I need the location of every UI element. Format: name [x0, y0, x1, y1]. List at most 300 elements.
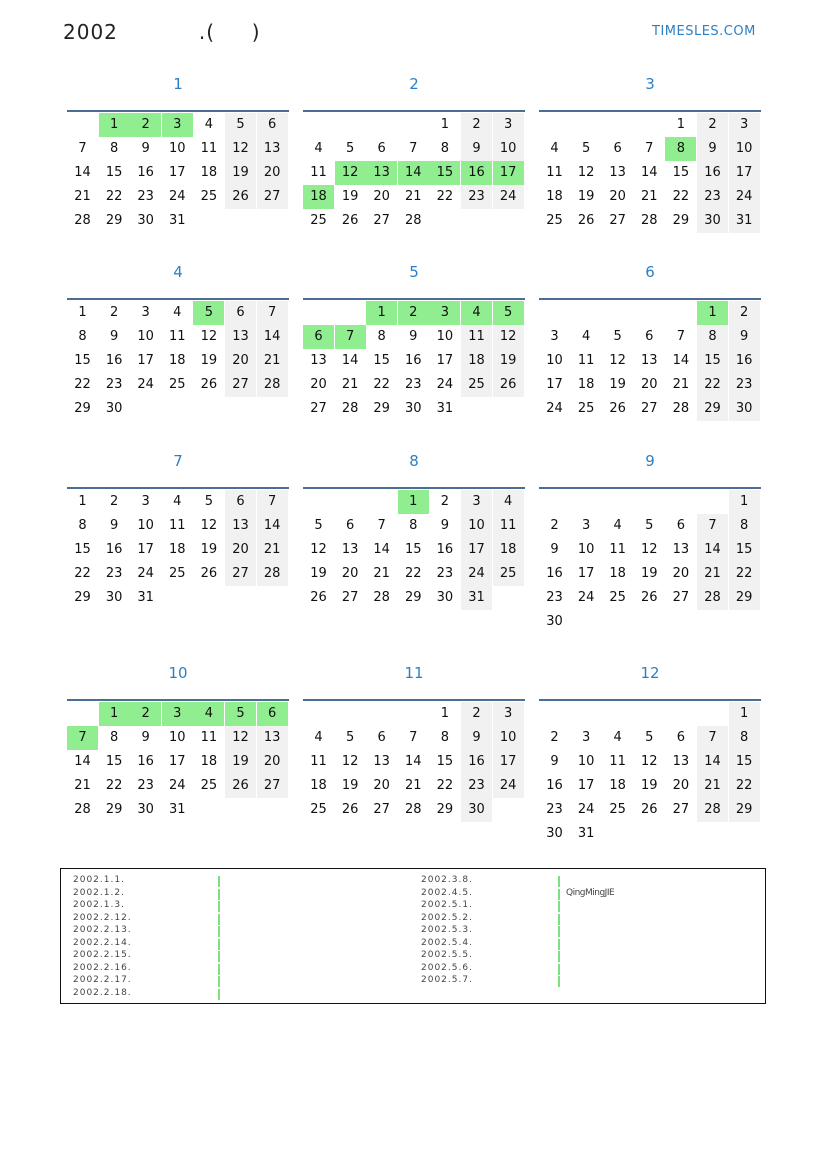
day-cell: 27 — [341, 590, 359, 605]
day-cell: 2 — [550, 730, 559, 745]
month-rule — [67, 699, 289, 701]
day-cell: 19 — [341, 778, 359, 793]
day-cell: 1 — [676, 117, 686, 132]
note-marker — [558, 964, 560, 975]
day-cell: 8 — [729, 726, 760, 750]
day-cell: 13 — [310, 353, 327, 368]
day-cell: 3 — [581, 730, 591, 745]
day-cell: 29 — [74, 590, 91, 605]
day-cell: 18 — [169, 353, 186, 368]
note-date: 2002.2.12. — [73, 912, 132, 923]
day-cell: 20 — [672, 566, 690, 581]
day-cell: 7 — [676, 329, 686, 344]
day-cell: 8 — [440, 730, 450, 745]
day-cell: 4 — [493, 490, 524, 514]
day-cell: 28 — [697, 798, 728, 822]
note-marker — [218, 964, 220, 975]
month-name: 12 — [640, 664, 660, 682]
day-cell: 5 — [204, 494, 214, 509]
day-cell: 22 — [729, 774, 760, 798]
day-cell: 3 — [141, 494, 150, 509]
day-cell: 5 — [581, 141, 591, 156]
month-rule — [539, 298, 761, 300]
day-cell: 30 — [697, 209, 728, 233]
month-name: 9 — [645, 452, 655, 470]
day-cell: 11 — [546, 165, 563, 180]
note-marker — [558, 926, 560, 937]
day-cell: 13 — [341, 542, 359, 557]
day-cell: 7 — [257, 301, 288, 325]
day-cell: 16 — [729, 349, 760, 373]
day-cell: 27 — [257, 774, 288, 798]
day-cell: 25 — [493, 562, 524, 586]
note-date: 2002.2.14. — [73, 937, 132, 948]
day-cell: 23 — [137, 778, 154, 793]
day-cell: 12 — [641, 754, 658, 769]
day-cell: 16 — [405, 353, 422, 368]
day-cell: 21 — [257, 349, 288, 373]
day-cell: 14 — [697, 538, 728, 562]
day-cell: 13 — [225, 325, 256, 349]
day-cell: 11 — [609, 754, 626, 769]
day-cell: 20 — [257, 161, 288, 185]
day-cell: 5 — [225, 113, 256, 137]
day-cell: 21 — [74, 189, 91, 204]
day-cell: 2 — [729, 301, 760, 325]
day-cell: 24 — [436, 377, 454, 392]
day-cell: 24 — [546, 401, 563, 416]
day-cell: 25 — [200, 189, 218, 204]
day-cell: 9 — [550, 754, 559, 769]
month-rule — [303, 110, 525, 112]
day-cell: 2 — [550, 518, 559, 533]
day-cell: 31 — [169, 802, 186, 817]
day-cell: 10 — [169, 730, 186, 745]
day-cell: 25 — [609, 590, 626, 605]
day-cell: 12 — [493, 325, 524, 349]
day-cell: 3 — [581, 518, 591, 533]
day-cell: 13 — [672, 754, 690, 769]
day-cell: 22 — [373, 377, 390, 392]
day-cell: 22 — [74, 566, 91, 581]
day-cell: 20 — [373, 189, 390, 204]
day-cell: 14 — [341, 353, 359, 368]
day-cell: 30 — [105, 401, 123, 416]
note-marker — [558, 976, 560, 987]
day-cell: 8 — [377, 329, 386, 344]
month-rule — [67, 298, 289, 300]
month-name: 6 — [645, 263, 655, 281]
day-cell: 29 — [105, 802, 123, 817]
day-cell: 12 — [225, 726, 256, 750]
day-cell: 8 — [665, 137, 696, 161]
note-marker — [218, 976, 220, 987]
day-cell: 27 — [373, 213, 390, 228]
day-cell: 28 — [672, 401, 690, 416]
day-cell: 24 — [169, 778, 186, 793]
day-cell: 7 — [377, 518, 386, 533]
day-cell: 5 — [314, 518, 323, 533]
day-cell: 22 — [672, 189, 690, 204]
day-cell: 19 — [577, 189, 595, 204]
day-cell: 13 — [225, 514, 256, 538]
day-cell: 30 — [436, 590, 454, 605]
day-cell: 30 — [137, 802, 154, 817]
day-cell: 19 — [493, 349, 524, 373]
day-cell: 26 — [225, 774, 256, 798]
day-cell: 19 — [641, 778, 658, 793]
day-cell: 22 — [436, 778, 454, 793]
day-cell: 10 — [436, 329, 454, 344]
day-cell: 7 — [697, 514, 728, 538]
day-cell: 9 — [109, 518, 119, 533]
day-cell: 29 — [405, 590, 422, 605]
day-cell: 2 — [130, 702, 161, 726]
day-cell: 15 — [729, 538, 760, 562]
note-date: 2002.1.3. — [73, 900, 125, 910]
day-cell: 24 — [137, 566, 154, 581]
day-cell: 17 — [577, 778, 595, 793]
day-cell: 13 — [672, 542, 690, 557]
day-cell: 20 — [225, 349, 256, 373]
month-name: 5 — [409, 263, 419, 281]
day-cell: 23 — [697, 185, 728, 209]
day-cell: 9 — [550, 542, 559, 557]
day-cell: 15 — [429, 161, 460, 185]
note-marker — [218, 876, 220, 887]
day-cell: 12 — [200, 518, 218, 533]
month-rule — [539, 487, 761, 489]
day-cell: 25 — [461, 373, 492, 397]
month-name: 2 — [409, 75, 419, 93]
day-cell: 22 — [729, 562, 760, 586]
day-cell: 1 — [729, 490, 760, 514]
day-cell: 3 — [493, 113, 524, 137]
day-cell: 6 — [377, 141, 386, 156]
day-cell: 23 — [436, 566, 454, 581]
day-cell: 24 — [577, 802, 595, 817]
day-cell: 25 — [609, 802, 626, 817]
day-cell: 27 — [225, 373, 256, 397]
page-title: 2002 .( ) — [63, 20, 261, 44]
day-cell: 23 — [461, 185, 492, 209]
day-cell: 14 — [74, 165, 91, 180]
day-cell: 4 — [461, 301, 492, 325]
day-cell: 18 — [169, 542, 186, 557]
day-cell: 27 — [641, 401, 658, 416]
day-cell: 21 — [373, 566, 390, 581]
note-marker — [218, 914, 220, 925]
day-cell: 22 — [697, 373, 728, 397]
day-cell: 14 — [641, 165, 658, 180]
day-cell: 19 — [609, 377, 626, 392]
day-cell: 23 — [405, 377, 422, 392]
day-cell: 6 — [225, 301, 256, 325]
day-cell: 5 — [345, 141, 355, 156]
day-cell: 31 — [729, 209, 760, 233]
day-cell: 17 — [137, 542, 154, 557]
day-cell: 14 — [257, 514, 288, 538]
day-cell: 31 — [169, 213, 186, 228]
day-cell: 18 — [609, 778, 626, 793]
day-cell: 13 — [609, 165, 626, 180]
note-date: 2002.5.2. — [421, 912, 473, 923]
day-cell: 9 — [141, 141, 150, 156]
note-marker — [558, 876, 560, 887]
day-cell: 8 — [729, 514, 760, 538]
day-cell: 26 — [200, 377, 218, 392]
day-cell: 25 — [310, 802, 327, 817]
day-cell: 8 — [440, 141, 450, 156]
day-cell: 9 — [461, 137, 492, 161]
day-cell: 25 — [169, 377, 186, 392]
day-cell: 16 — [105, 542, 123, 557]
day-cell: 5 — [645, 518, 654, 533]
day-cell: 15 — [74, 353, 91, 368]
day-cell: 27 — [672, 590, 690, 605]
day-cell: 28 — [373, 590, 390, 605]
day-cell: 3 — [461, 490, 492, 514]
note-date: 2002.5.5. — [421, 950, 473, 960]
day-cell: 3 — [429, 301, 460, 325]
day-cell: 28 — [697, 586, 728, 610]
note-date: 2002.1.2. — [73, 887, 125, 898]
day-cell: 28 — [405, 802, 422, 817]
day-cell: 4 — [193, 702, 224, 726]
day-cell: 26 — [641, 590, 658, 605]
day-cell: 30 — [137, 213, 154, 228]
day-cell: 10 — [169, 141, 186, 156]
day-cell: 19 — [310, 566, 327, 581]
day-cell: 8 — [409, 518, 418, 533]
note-date: 2002.2.16. — [73, 962, 132, 973]
day-cell: 11 — [310, 754, 327, 769]
day-cell: 18 — [493, 538, 524, 562]
day-cell: 20 — [225, 538, 256, 562]
day-cell: 30 — [405, 401, 422, 416]
day-cell: 16 — [697, 161, 728, 185]
day-cell: 15 — [373, 353, 390, 368]
day-cell: 21 — [641, 189, 658, 204]
day-cell: 3 — [141, 305, 150, 320]
day-cell: 10 — [546, 353, 563, 368]
note-marker — [558, 889, 560, 900]
day-cell: 10 — [577, 542, 595, 557]
day-cell: 28 — [405, 213, 422, 228]
day-cell: 15 — [74, 542, 91, 557]
note-date: 2002.2.17. — [73, 975, 132, 985]
day-cell: 6 — [257, 702, 288, 726]
note-date: 2002.2.18. — [73, 987, 132, 998]
day-cell: 17 — [461, 538, 492, 562]
day-cell: 20 — [672, 778, 690, 793]
day-cell: 14 — [672, 353, 690, 368]
day-cell: 5 — [193, 301, 224, 325]
day-cell: 1 — [78, 305, 87, 320]
day-cell: 4 — [204, 117, 214, 132]
day-cell: 9 — [729, 325, 760, 349]
day-cell: 9 — [461, 726, 492, 750]
day-cell: 4 — [581, 329, 591, 344]
note-marker — [218, 951, 220, 962]
day-cell: 17 — [493, 161, 524, 185]
day-cell: 31 — [461, 586, 492, 610]
day-cell: 26 — [200, 566, 218, 581]
day-cell: 20 — [341, 566, 359, 581]
note-marker — [218, 939, 220, 950]
note-marker — [218, 926, 220, 937]
day-cell: 17 — [137, 353, 154, 368]
note-marker — [218, 901, 220, 912]
day-cell: 24 — [137, 377, 154, 392]
day-cell: 18 — [200, 165, 218, 180]
note-date: 2002.5.3. — [421, 925, 473, 935]
day-cell: 11 — [577, 353, 595, 368]
day-cell: 17 — [577, 566, 595, 581]
day-cell: 1 — [440, 117, 450, 132]
day-cell: 28 — [74, 213, 91, 228]
day-cell: 9 — [440, 518, 450, 533]
day-cell: 27 — [257, 185, 288, 209]
note-name: QingMingJIE — [566, 887, 615, 898]
day-cell: 26 — [641, 802, 658, 817]
note-date: 2002.5.7. — [421, 975, 473, 985]
day-cell: 5 — [345, 730, 355, 745]
day-cell: 12 — [225, 137, 256, 161]
day-cell: 6 — [257, 113, 288, 137]
day-cell: 8 — [109, 730, 119, 745]
day-cell: 30 — [546, 826, 563, 841]
month-name: 1 — [173, 75, 183, 93]
day-cell: 21 — [74, 778, 91, 793]
day-cell: 18 — [546, 189, 563, 204]
month-name: 11 — [404, 664, 424, 682]
note-date: 2002.3.8. — [421, 875, 473, 885]
day-cell: 27 — [310, 401, 327, 416]
day-cell: 28 — [74, 802, 91, 817]
day-cell: 14 — [74, 754, 91, 769]
day-cell: 10 — [137, 329, 154, 344]
day-cell: 12 — [310, 542, 327, 557]
day-cell: 17 — [436, 353, 454, 368]
day-cell: 3 — [162, 113, 193, 137]
day-cell: 14 — [257, 325, 288, 349]
day-cell: 7 — [645, 141, 654, 156]
day-cell: 16 — [137, 165, 154, 180]
day-cell: 7 — [335, 325, 366, 349]
day-cell: 19 — [641, 566, 658, 581]
day-cell: 7 — [697, 726, 728, 750]
month-rule — [303, 699, 525, 701]
note-marker — [558, 901, 560, 912]
day-cell: 9 — [109, 329, 119, 344]
day-cell: 10 — [137, 518, 154, 533]
day-cell: 29 — [729, 586, 760, 610]
day-cell: 11 — [609, 542, 626, 557]
day-cell: 18 — [310, 778, 327, 793]
month-rule — [539, 110, 761, 112]
note-marker — [558, 939, 560, 950]
day-cell: 28 — [641, 213, 658, 228]
day-cell: 11 — [461, 325, 492, 349]
day-cell: 28 — [257, 373, 288, 397]
day-cell: 9 — [141, 730, 150, 745]
day-cell: 17 — [729, 161, 760, 185]
day-cell: 2 — [697, 113, 728, 137]
day-cell: 11 — [200, 730, 218, 745]
day-cell: 25 — [169, 566, 186, 581]
day-cell: 18 — [609, 566, 626, 581]
day-cell: 25 — [577, 401, 595, 416]
day-cell: 10 — [461, 514, 492, 538]
day-cell: 14 — [373, 542, 390, 557]
day-cell: 8 — [78, 329, 87, 344]
day-cell: 12 — [577, 165, 595, 180]
day-cell: 29 — [436, 802, 454, 817]
day-cell: 15 — [697, 349, 728, 373]
day-cell: 29 — [729, 798, 760, 822]
day-cell: 2 — [398, 301, 429, 325]
day-cell: 6 — [225, 490, 256, 514]
day-cell: 3 — [493, 702, 524, 726]
day-cell: 26 — [493, 373, 524, 397]
day-cell: 13 — [366, 161, 397, 185]
day-cell: 31 — [137, 590, 154, 605]
day-cell: 10 — [729, 137, 760, 161]
day-cell: 7 — [78, 141, 87, 156]
day-cell: 6 — [676, 730, 686, 745]
day-cell: 15 — [405, 542, 422, 557]
note-marker — [558, 914, 560, 925]
month-name: 7 — [173, 452, 183, 470]
day-cell: 26 — [310, 590, 327, 605]
day-cell: 25 — [200, 778, 218, 793]
day-cell: 29 — [697, 397, 728, 421]
day-cell: 18 — [461, 349, 492, 373]
day-cell: 4 — [613, 730, 622, 745]
day-cell: 30 — [105, 590, 123, 605]
day-cell: 23 — [546, 590, 563, 605]
day-cell: 2 — [461, 113, 492, 137]
day-cell: 5 — [493, 301, 524, 325]
month-name: 4 — [173, 263, 183, 281]
day-cell: 9 — [409, 329, 418, 344]
day-cell: 25 — [310, 213, 327, 228]
day-cell: 15 — [729, 750, 760, 774]
day-cell: 1 — [99, 702, 130, 726]
day-cell: 30 — [729, 397, 760, 421]
note-marker — [218, 989, 220, 1000]
day-cell: 3 — [550, 329, 559, 344]
day-cell: 19 — [200, 353, 218, 368]
day-cell: 1 — [729, 702, 760, 726]
day-cell: 26 — [341, 213, 359, 228]
day-cell: 12 — [200, 329, 218, 344]
day-cell: 14 — [697, 750, 728, 774]
day-cell: 5 — [645, 730, 654, 745]
note-date: 2002.5.1. — [421, 900, 473, 910]
site-link[interactable]: TIMESLES.COM — [652, 24, 756, 39]
day-cell: 26 — [341, 802, 359, 817]
note-date: 2002.2.13. — [73, 925, 132, 935]
day-cell: 11 — [200, 141, 218, 156]
day-cell: 11 — [169, 518, 186, 533]
day-cell: 15 — [436, 754, 454, 769]
day-cell: 4 — [173, 494, 182, 509]
day-cell: 4 — [314, 141, 323, 156]
day-cell: 24 — [577, 590, 595, 605]
day-cell: 22 — [105, 189, 123, 204]
